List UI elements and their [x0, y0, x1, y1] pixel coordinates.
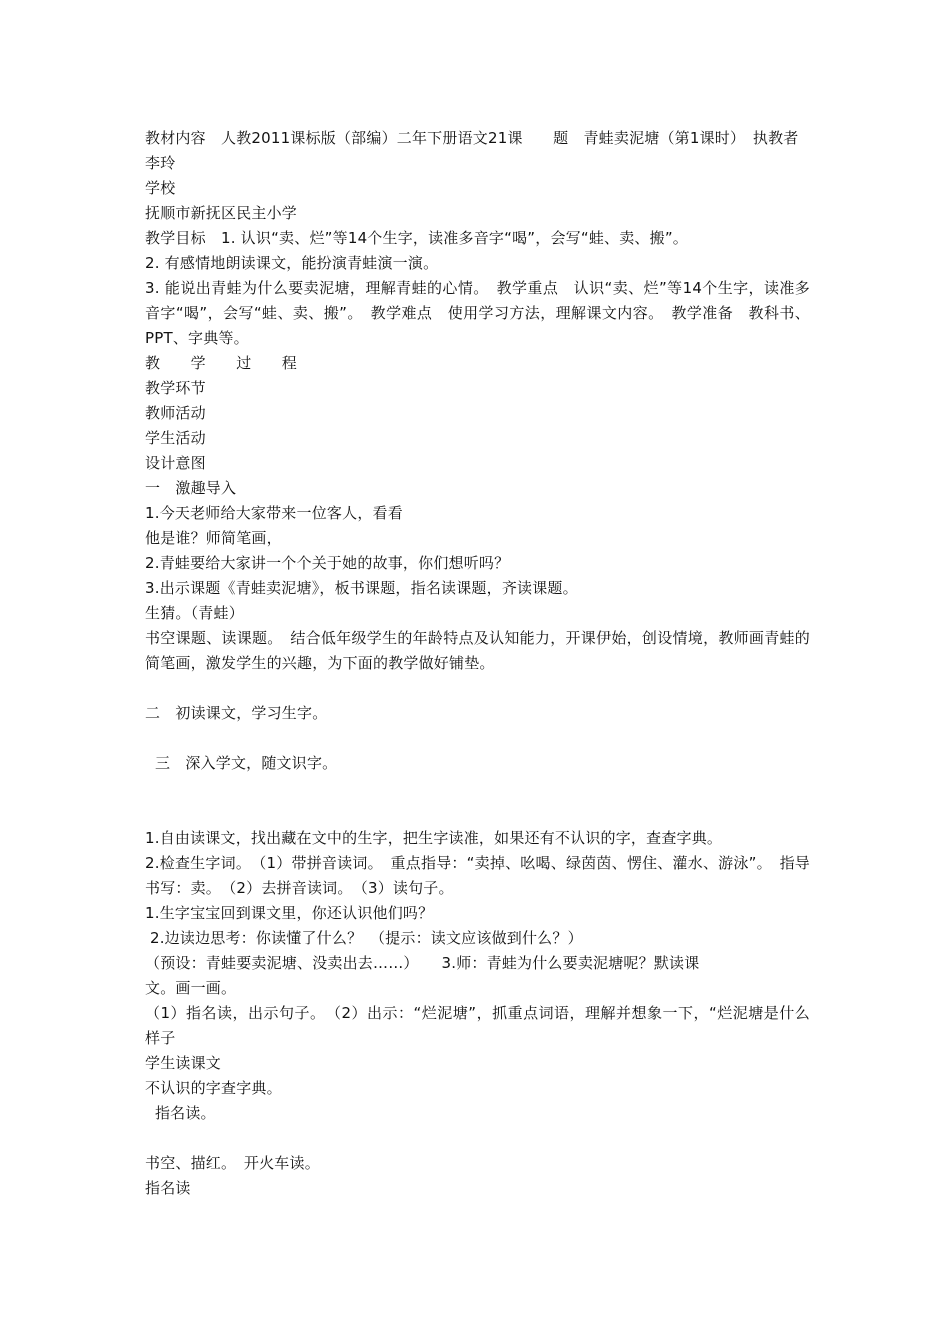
- spacer: [145, 676, 810, 701]
- section-1-heading: 一 激趣导入: [145, 479, 237, 497]
- spacer: [145, 776, 810, 826]
- section-3-step-3-end: 文。画一画。: [145, 979, 237, 997]
- student-dictionary: 不认识的字查字典。: [145, 1079, 282, 1097]
- column-student-activity: 学生活动: [145, 429, 206, 447]
- section-2-heading: 二 初读课文，学习生字。: [145, 704, 328, 722]
- section-1-step-3: 3.出示课题《青蛙卖泥塘》，板书课题，指名读课题，齐读课题。: [145, 579, 578, 597]
- teacher-name: 李玲: [145, 154, 176, 172]
- section-3-substeps: （1）指名读，出示句子。 （2）出示：“烂泥塘”，抓重点词语，理解并想象一下，“烂泥塘是什么样子: [145, 1004, 810, 1047]
- objective-3-and-focus: 3. 能说出青蛙为什么要卖泥塘，理解青蛙的心情。 教学重点 认识“卖、烂”等14个生字，读准多音字“喝”，会写“蛙、卖、搬”。 教学难点 使用学习方法，理解课文内容。 教学准备 教科书、PPT、字典等。: [145, 279, 810, 347]
- section-3-step-2: 2.边读边思考：你读懂了什么？ （提示：读文应该做到什么？）: [145, 929, 583, 947]
- student-named-reading-2: 指名读: [145, 1179, 191, 1197]
- objective-1: 教学目标 1. 认识“卖、烂”等14个生字，读准多音字“喝”，会写“蛙、卖、搬”。: [145, 229, 688, 247]
- section-3-heading: 三 深入学文，随文识字。: [145, 754, 338, 772]
- lesson-info: 教材内容 人教2011课标版（部编）二年下册语文21课 题 青蛙卖泥塘（第1课时） 执教者: [145, 129, 799, 147]
- section-3-step-1: 1.生字宝宝回到课文里，你还认识他们吗？: [145, 904, 434, 922]
- section-3-prediction: （预设：青蛙要卖泥塘、没卖出去……） 3.师：青蛙为什么要卖泥塘呢？默读课: [145, 954, 700, 972]
- spacer: [145, 1126, 810, 1151]
- section-1-step-1b: 他是谁？师简笔画，: [145, 529, 282, 547]
- section-1-design-intent: 书空课题、读课题。 结合低年级学生的年龄特点及认知能力，开课伊始，创设情境，教师画青蛙的简笔画，激发学生的兴趣，为下面的教学做好铺垫。: [145, 629, 810, 672]
- section-2-step-2: 2.检查生字词。 （1）带拼音读词。 重点指导：“卖掉、吆喝、绿茵茵、愣住、灌水、游泳”。 指导书写：卖。 （2）去拼音读词。 （3）读句子。: [145, 854, 810, 897]
- student-writing-practice: 书空、描红。 开火车读。: [145, 1154, 320, 1172]
- section-2-step-1: 1.自由读课文，找出藏在文中的生字，把生字读准，如果还有不认识的字，查查字典。: [145, 829, 723, 847]
- school-label: 学校: [145, 179, 176, 197]
- spacer: [145, 726, 810, 751]
- student-read-text: 学生读课文: [145, 1054, 222, 1072]
- column-teacher-activity: 教师活动: [145, 404, 206, 422]
- document-body: [145, 126, 810, 1201]
- section-1-step-2: 2.青蛙要给大家讲一个个关于她的故事，你们想听吗？: [145, 554, 510, 572]
- objective-2: 2. 有感情地朗读课文，能扮演青蛙演一演。: [145, 254, 439, 272]
- section-1-step-1a: 1.今天老师给大家带来一位客人，看看: [145, 504, 403, 522]
- process-heading: 教 学 过 程: [145, 354, 298, 372]
- school-name: 抚顺市新抚区民主小学: [145, 204, 298, 222]
- student-guess: 生猜。（青蛙）: [145, 604, 244, 622]
- column-design-intent: 设计意图: [145, 454, 206, 472]
- column-teaching-stage: 教学环节: [145, 379, 206, 397]
- student-named-reading: 指名读。: [145, 1104, 216, 1122]
